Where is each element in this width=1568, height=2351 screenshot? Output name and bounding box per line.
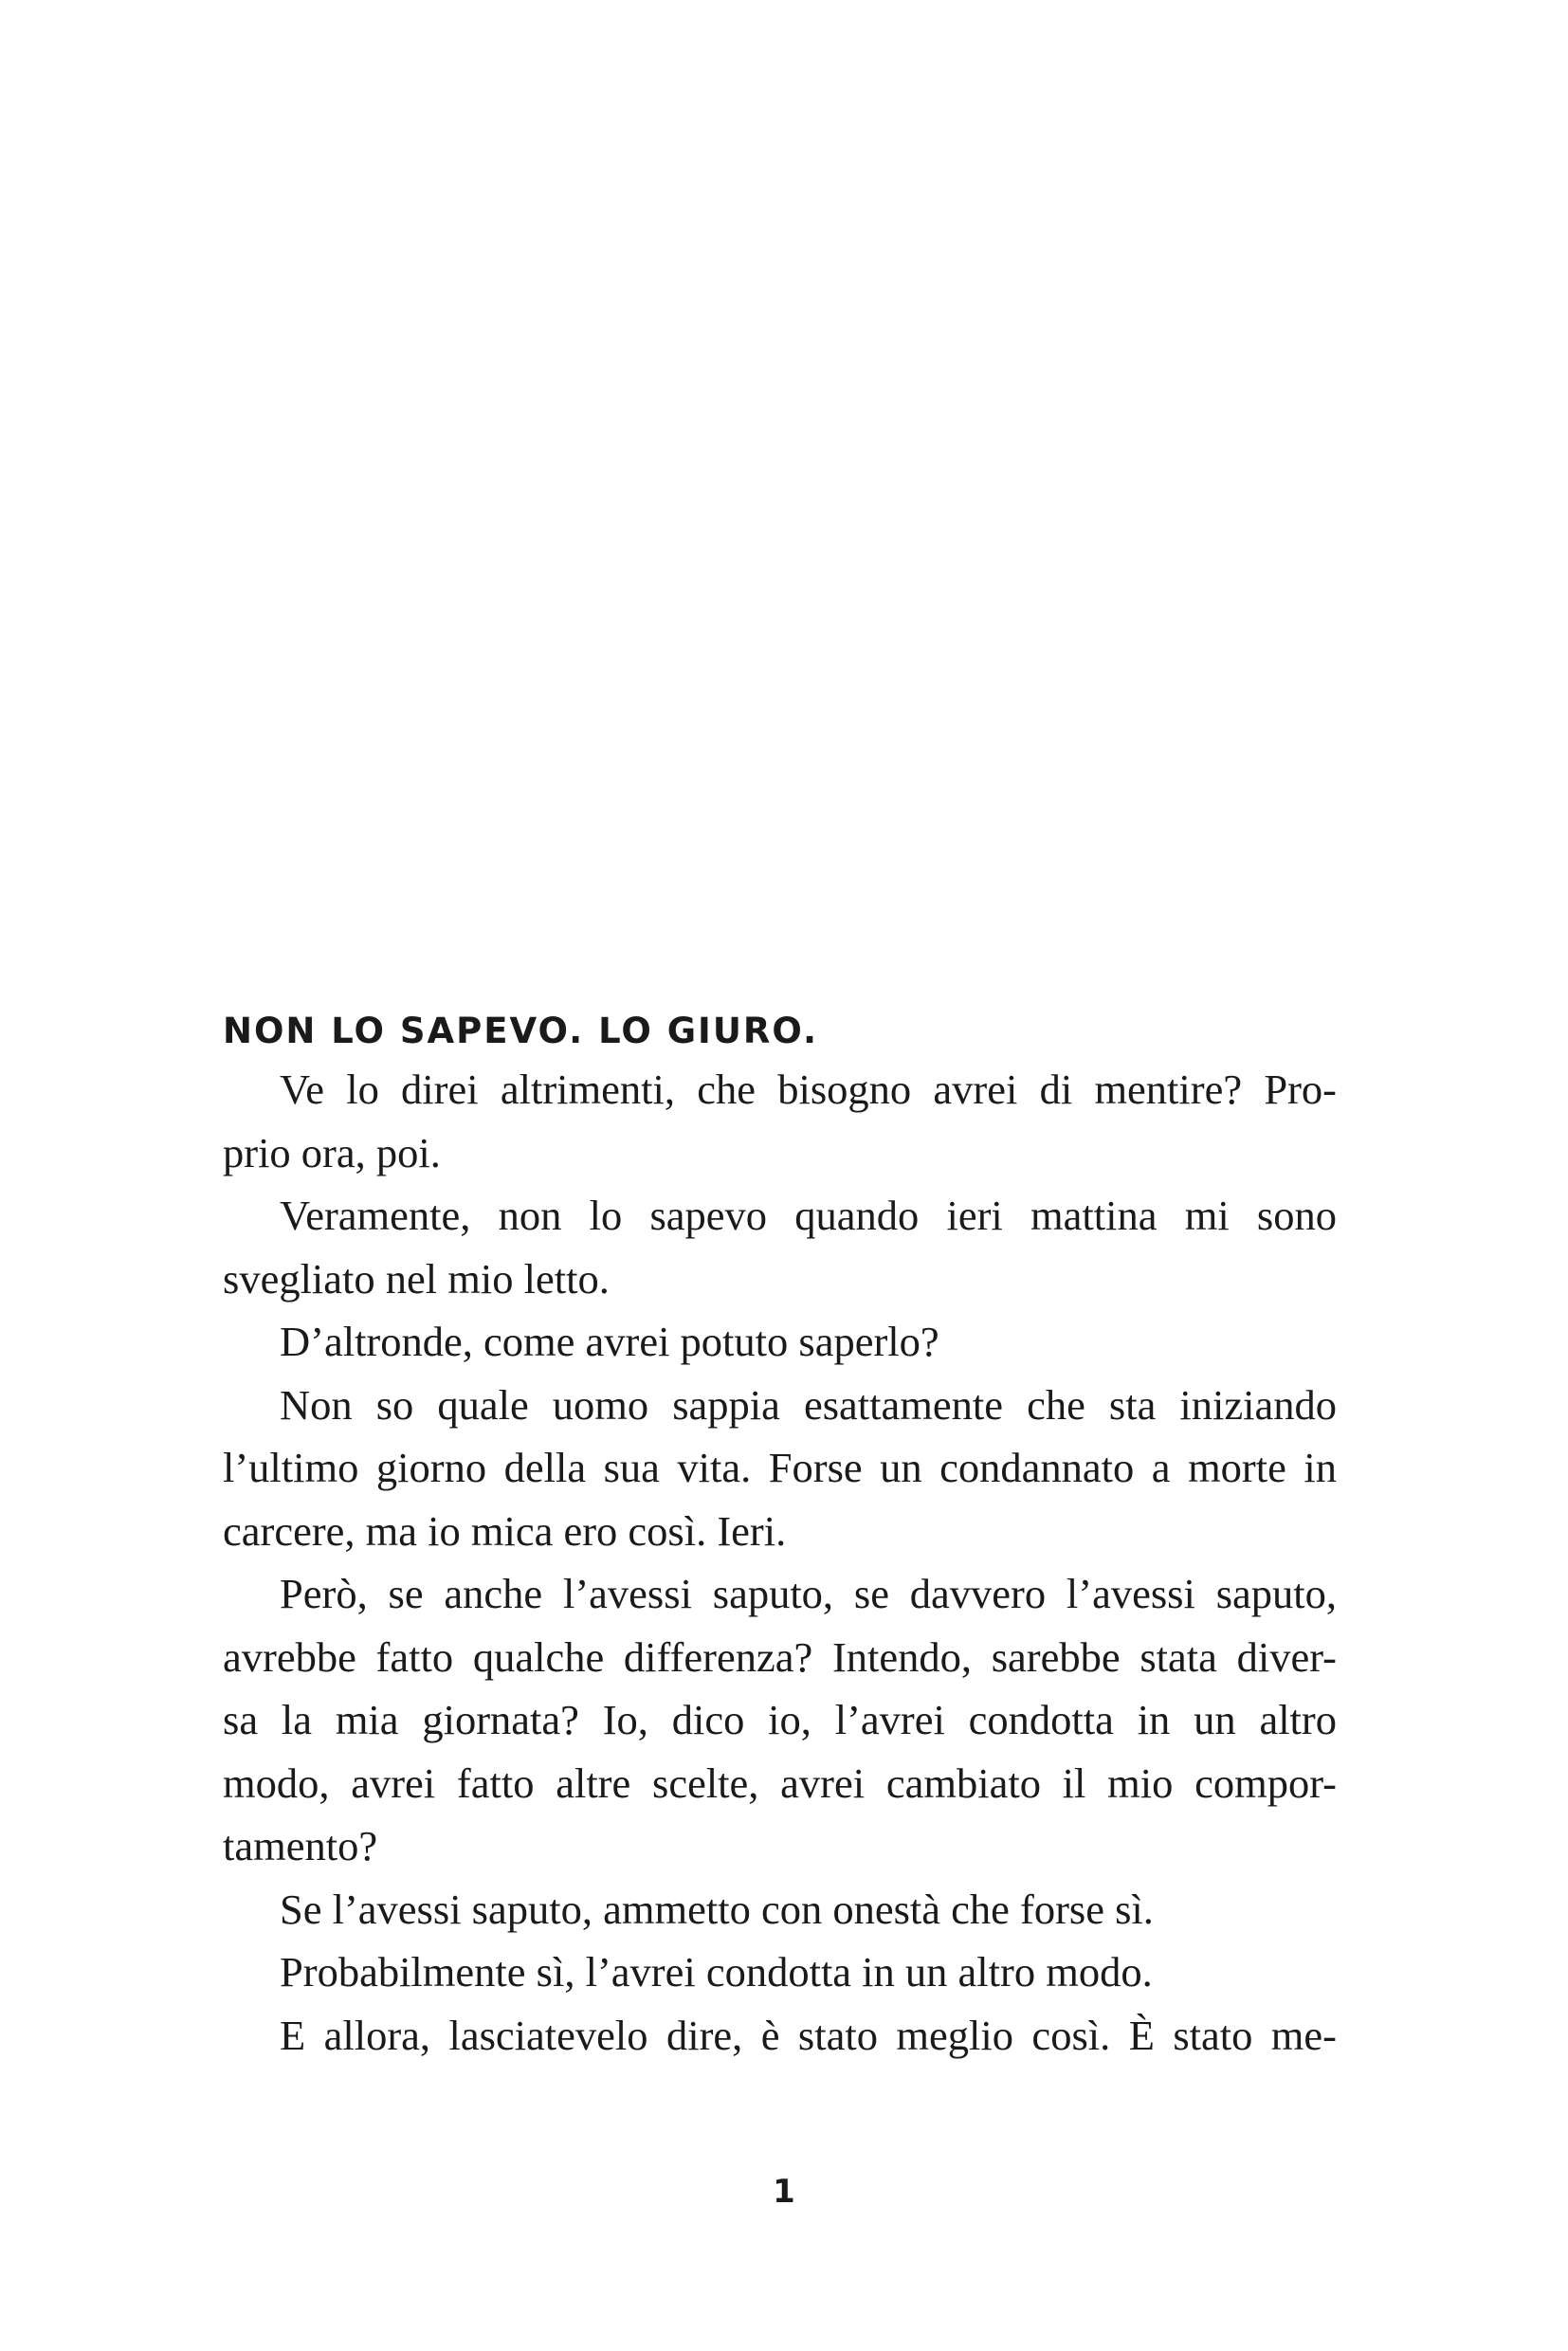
paragraph-line: Ve lo direi altrimenti, che bisogno avrei di mentire? Pro- [280, 1066, 1337, 1113]
paragraph-line: l’ultimo giorno della sua vita. Forse un condannato a morte in [223, 1444, 1337, 1491]
paragraph [223, 1184, 1337, 1310]
paragraph-line: Veramente, non lo sapevo quando ieri mattina mi sono [280, 1192, 1337, 1239]
paragraph [223, 1058, 1337, 1184]
chapter-text [223, 1007, 1337, 2067]
paragraph-line: D’altronde, come avrei potuto saperlo? [280, 1318, 939, 1365]
paragraph-line: svegliato nel mio letto. [223, 1254, 610, 1303]
paragraph-line: Però, se anche l’avessi saputo, se davvero l’avessi saputo, [280, 1570, 1337, 1617]
chapter-heading: NON LO SAPEVO. LO GIURO. [223, 1011, 819, 1051]
paragraph-line: E allora, lasciatevelo dire, è stato meglio così. È stato me- [280, 2011, 1337, 2059]
paragraph-line: modo, avrei fatto altre scelte, avrei cambiato il mio compor- [223, 1759, 1337, 1807]
paragraph [223, 1310, 1337, 1374]
paragraph-line: carcere, ma io mica ero così. Ieri. [223, 1506, 787, 1555]
paragraph [223, 2004, 1337, 2068]
paragraph-line: avrebbe fatto qualche differenza? Intendo, sarebbe stata diver- [223, 1632, 1337, 1681]
paragraph-line: tamento? [223, 1822, 378, 1869]
paragraph [223, 1562, 1337, 1878]
paragraph-line: Probabilmente sì, l’avrei condotta in un altro modo. [280, 1948, 1153, 1996]
page-number: 1 [773, 2173, 795, 2211]
paragraph [223, 1941, 1337, 2004]
paragraph-line: Non so quale uomo sappia esattamente che sta iniziando [280, 1380, 1337, 1429]
paragraph-line: prio ora, poi. [223, 1128, 441, 1176]
paragraph-line: sa la mia giornata? Io, dico io, l’avrei condotta in un altro [223, 1696, 1337, 1743]
paragraph [223, 1374, 1337, 1563]
paragraph [223, 1878, 1337, 1941]
paragraph-line: Se l’avessi saputo, ammetto con onestà che forse sì. [280, 1885, 1154, 1933]
